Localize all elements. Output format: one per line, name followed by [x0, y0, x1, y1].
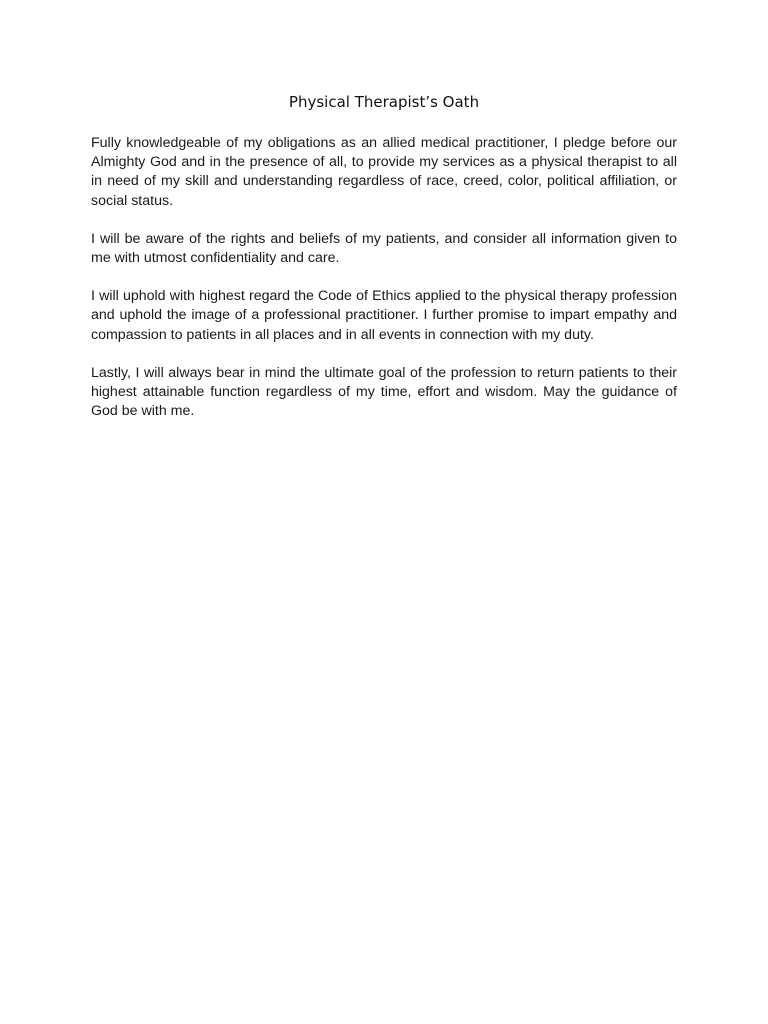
document-body	[91, 134, 677, 440]
paragraph-confidentiality: I will be aware of the rights and beliefs of my patients, and consider all information given to me with utmost confidentiality and care.	[91, 230, 677, 267]
paragraph-ultimate-goal: Lastly, I will always bear in mind the ultimate goal of the profession to return patients to their highest attainable function regardless of my time, effort and wisdom. May the guidance of God be with me.	[91, 364, 677, 420]
paragraph-code-of-ethics: I will uphold with highest regard the Code of Ethics applied to the physical therapy profession and uphold the image of a professional practitioner. I further promise to impart empathy and compassion to patients in all places and in all events in connection with my duty.	[91, 288, 677, 343]
document-title: Physical Therapist’s Oath	[288, 93, 480, 111]
paragraph-obligations: Fully knowledgeable of my obligations as an allied medical practitioner, I pledge before our Almighty God and in the presence of all, to provide my services as a physical therapist to all in need of my skill and understanding regardless of race, creed, color, political affiliation, or social status.	[91, 135, 677, 209]
